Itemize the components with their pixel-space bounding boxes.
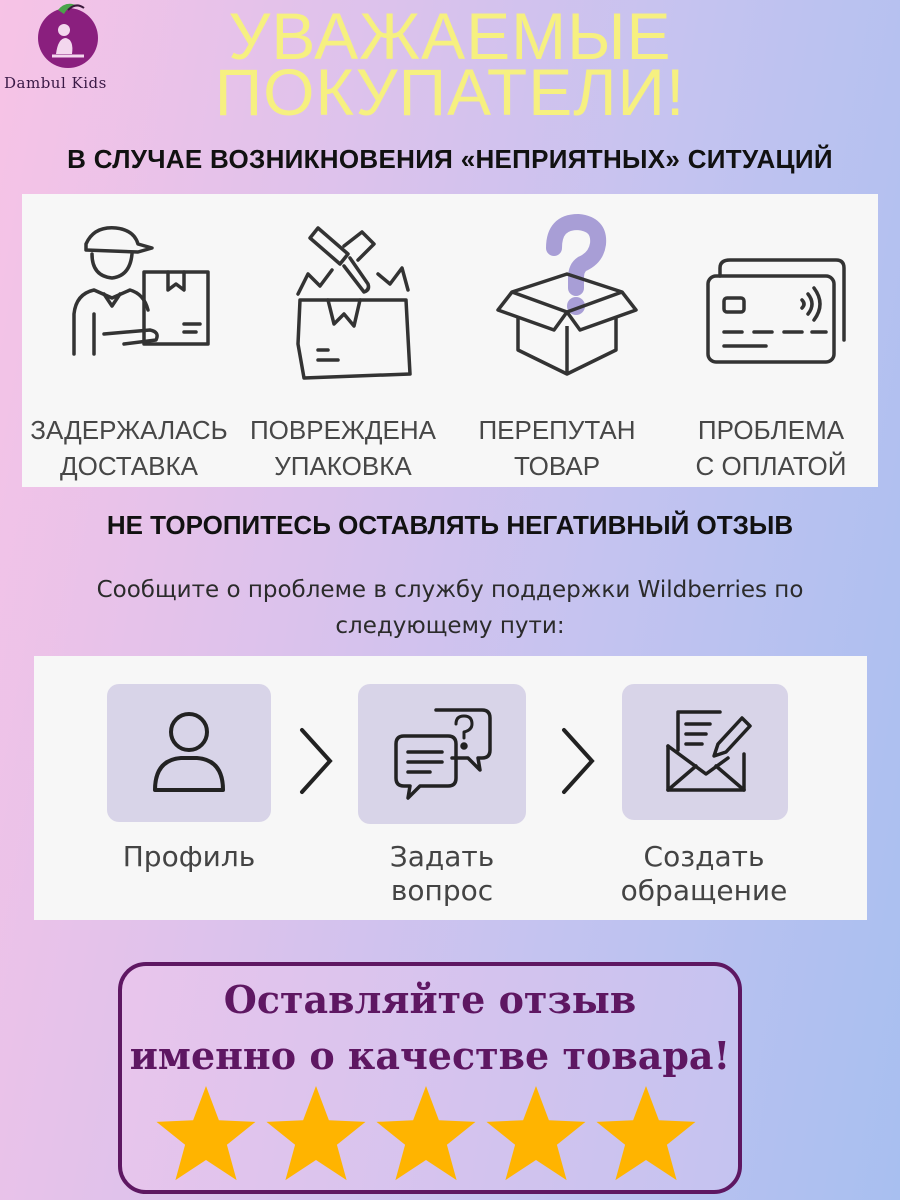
step-profile-box bbox=[107, 684, 271, 822]
problem-item-wrong-item bbox=[450, 204, 664, 484]
support-steps-panel bbox=[34, 656, 867, 920]
step-label-profile: Профиль bbox=[122, 840, 256, 873]
star-icon bbox=[157, 1086, 256, 1180]
courier-icon bbox=[64, 214, 214, 384]
rating-stars bbox=[154, 1082, 714, 1188]
problem-item-payment bbox=[664, 204, 878, 484]
warning-text: НЕ ТОРОПИТЕСЬ ОСТАВЛЯТЬ НЕГАТИВНЫЙ ОТЗЫВ bbox=[106, 510, 794, 540]
problem-label: ПЕРЕПУТАН ТОВАР bbox=[478, 415, 636, 481]
brand-logo-text: Dambul Kids bbox=[4, 74, 107, 92]
step-create-box bbox=[622, 684, 788, 820]
problem-label: ЗАДЕРЖАЛАСЬ ДОСТАВКА bbox=[30, 415, 228, 481]
chevron-right-icon bbox=[558, 726, 598, 796]
problem-item-delivery bbox=[22, 204, 236, 484]
step-ask-box bbox=[358, 684, 526, 824]
step-label-ask: Задать вопрос bbox=[389, 840, 495, 907]
question-box-icon bbox=[492, 214, 642, 384]
review-reminder-text: Оставляйте отзыв именно о качестве товара! bbox=[129, 977, 731, 1078]
subheading: В СЛУЧАЕ ВОЗНИКНОВЕНИЯ «НЕПРИЯТНЫХ» СИТУАЦИЙ bbox=[67, 144, 833, 174]
broken-package-icon bbox=[278, 214, 428, 384]
envelope-letter-icon bbox=[662, 704, 752, 796]
star-icon bbox=[267, 1086, 366, 1180]
user-icon bbox=[147, 708, 231, 798]
credit-card-icon bbox=[706, 214, 856, 384]
problem-label: ПОВРЕЖДЕНА УПАКОВКА bbox=[249, 415, 436, 481]
review-reminder-box bbox=[118, 962, 742, 1194]
problem-item-package bbox=[236, 204, 450, 484]
instruction-text: Сообщите о проблеме в службу поддержки Wildberries по следующему пути: bbox=[96, 577, 804, 639]
headline: УВАЖАЕМЫЕ ПОКУПАТЕЛИ! bbox=[214, 0, 686, 129]
problem-label: ПРОБЛЕМА С ОПЛАТОЙ bbox=[695, 415, 847, 481]
star-icon bbox=[487, 1086, 586, 1180]
problems-panel bbox=[22, 194, 878, 487]
step-label-create: Создать обращение bbox=[620, 840, 788, 907]
chat-question-icon bbox=[394, 702, 494, 802]
star-icon bbox=[597, 1086, 696, 1180]
chevron-right-icon bbox=[296, 726, 336, 796]
star-icon bbox=[377, 1086, 476, 1180]
